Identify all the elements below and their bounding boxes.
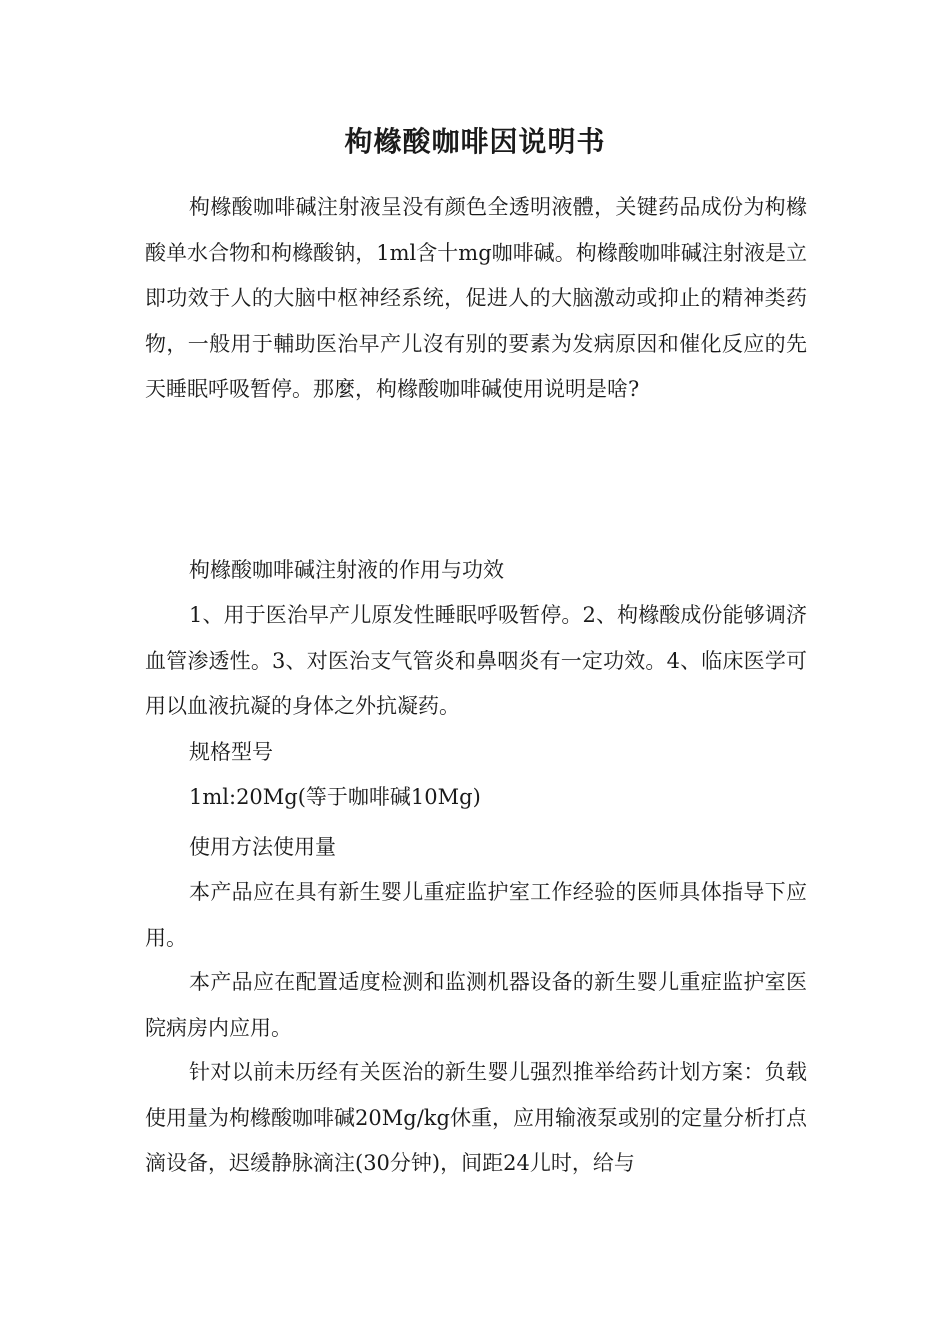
usage-paragraph-2: 本产品应在配置适度检测和监测机器设备的新生婴儿重症监护室医院病房内应用。 [145, 970, 807, 1040]
section-heading-usage: 使用方法使用量 [189, 835, 336, 859]
effects-paragraph: 1、用于医治早产儿原发性睡眠呼吸暂停。2、枸橼酸成份能够调济血管渗透性。3、对医治支气管炎和鼻咽炎有一定功效。4、临床医学可用以血液抗凝的身体之外抗凝药。 [145, 603, 807, 719]
usage-paragraph-3: 针对以前未历经有关医治的新生婴儿强烈推举给药计划方案：负载使用量为枸橼酸咖啡碱20Mg/kg休重，应用输液泵或别的定量分析打点滴设备，迟缓静脉滴注(30分钟)，间距24儿时，给与 [145, 1060, 807, 1176]
usage-paragraph-1: 本产品应在具有新生婴儿重症监护室工作经验的医师具体指导下应用。 [145, 880, 807, 950]
section-heading-specification: 规格型号 [189, 740, 273, 764]
specification-paragraph: 1ml:20Mg(等于咖啡碱10Mg) [189, 785, 481, 809]
intro-paragraph: 枸橼酸咖啡碱注射液呈没有颜色全透明液體，关键药品成份为枸橼酸单水合物和枸橼酸钠，1ml含十mg咖啡碱。枸橼酸咖啡碱注射液是立即功效于人的大脑中枢神经系统，促进人的大脑激动或抑止的精神类药物，一般用于輔助医治早产儿沒有别的要素为发病原因和催化反应的先天睡眠呼吸暂停。那麼，枸橼酸咖啡碱使用说明是啥? [145, 195, 807, 402]
section-heading-effects: 枸橼酸咖啡碱注射液的作用与功效 [189, 558, 504, 582]
document-title: 枸橼酸咖啡因说明书 [344, 125, 606, 158]
